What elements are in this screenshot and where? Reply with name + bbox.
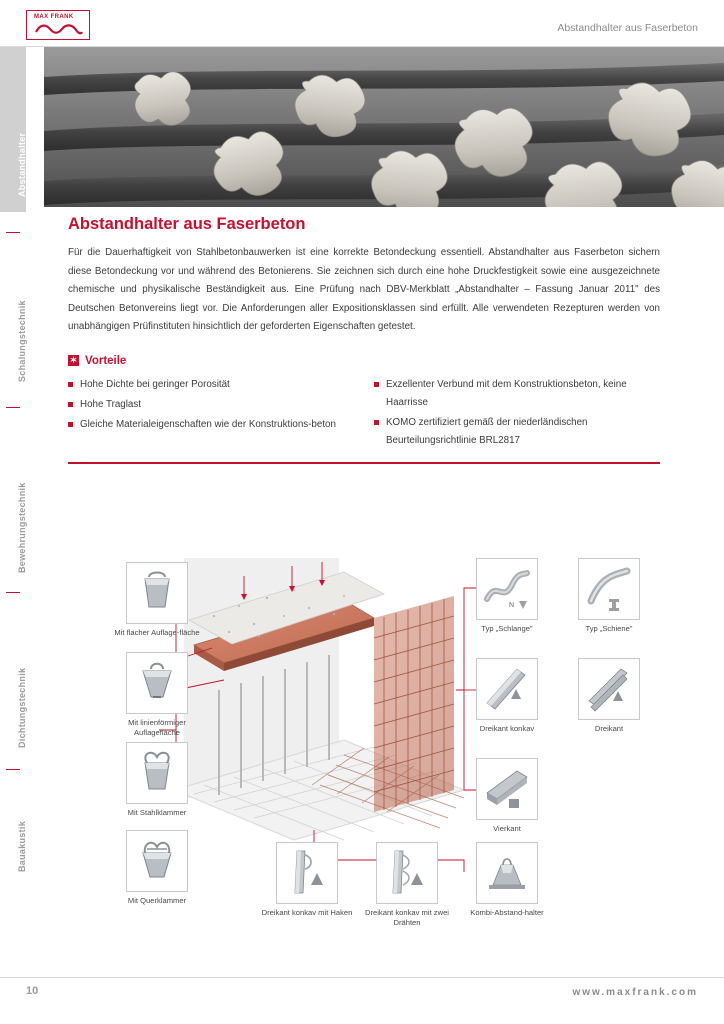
product-card[interactable] [126, 562, 188, 624]
spacer-vierkant-icon [477, 759, 537, 819]
list-item [374, 414, 660, 450]
product-card[interactable] [126, 652, 188, 714]
product-card[interactable] [476, 842, 538, 904]
product-label: Dreikant konkav [479, 724, 535, 733]
advantages-column-right [374, 376, 660, 452]
sidebar-item-schalungstechnik[interactable] [0, 237, 26, 397]
product-label: Mit Querklammer [127, 896, 187, 905]
spacer-steel-clip-icon [127, 743, 187, 803]
logo [26, 10, 90, 40]
sidebar-item-bewehrungstechnik[interactable] [0, 415, 26, 585]
page-header [0, 0, 724, 47]
sidebar-item-label: Schalungstechnik [17, 300, 27, 382]
spacer-linear-icon [127, 653, 187, 713]
logo-wave-icon [35, 23, 83, 36]
sidebar-item-abstandhalter[interactable] [0, 47, 26, 212]
product-overview-diagram [44, 540, 704, 940]
sidebar-item-label: Bewehrungstechnik [17, 482, 27, 573]
bullet-icon [68, 402, 73, 407]
sidebar-item-label: Bauakustik [17, 820, 27, 872]
product-label: Mit Stahlklammer [127, 808, 187, 817]
list-item [374, 376, 660, 412]
page-number: 10 [26, 985, 39, 997]
sidebar [0, 47, 26, 977]
product-card[interactable] [578, 558, 640, 620]
product-card[interactable] [578, 658, 640, 720]
spacer-dreikant-konkav-icon [477, 659, 537, 719]
product-label: Dreikant konkav mit Haken [261, 908, 353, 917]
product-label: Dreikant [594, 724, 624, 733]
product-label: Typ „Schiene" [585, 624, 633, 633]
main-content [68, 215, 660, 464]
product-card[interactable] [126, 830, 188, 892]
product-label: Kombi-Abstand-halter [470, 908, 544, 917]
hero-illustration [44, 47, 724, 207]
header-section-title: Abstandhalter aus Faserbeton [557, 22, 698, 34]
bullet-icon [68, 382, 73, 387]
bullet-icon [374, 382, 379, 387]
product-card[interactable] [476, 758, 538, 820]
spacer-schlange-icon [477, 559, 537, 619]
product-label: Mit flacher Auflage-fläche [114, 628, 200, 637]
sidebar-divider [6, 407, 20, 408]
spacer-kombi-icon [477, 843, 537, 903]
advantages-column-left [68, 376, 354, 452]
product-card[interactable] [276, 842, 338, 904]
star-icon: ✶ [69, 355, 78, 365]
svg-text:N: N [509, 602, 515, 609]
list-item-label: Hohe Traglast [80, 398, 141, 410]
sidebar-item-label: Abstandhalter [17, 132, 27, 197]
logo-text: MAX FRANK [34, 14, 74, 20]
list-item-label: Hohe Dichte bei geringer Porosität [80, 378, 230, 390]
sidebar-divider [6, 232, 20, 233]
spacer-schiene-icon [579, 559, 639, 619]
sidebar-item-dichtungstechnik[interactable] [0, 600, 26, 760]
bullet-icon [68, 422, 73, 427]
advantages-heading-label: Vorteile [85, 354, 127, 367]
list-item [68, 416, 354, 434]
advantages-columns [68, 376, 660, 452]
sidebar-item-bauakustik[interactable] [0, 777, 26, 887]
list-item-label: KOMO zertifiziert gemäß der niederländischen Beurteilungsrichtlinie BRL2817 [386, 416, 588, 446]
product-card[interactable] [476, 558, 538, 620]
hero-image [44, 47, 724, 207]
bullet-icon [374, 420, 379, 425]
list-item-label: Gleiche Materialeigenschaften wie der Konstruktions-beton [80, 418, 336, 430]
product-card[interactable] [126, 742, 188, 804]
spacer-flat-icon [127, 563, 187, 623]
spacer-dreikant-konkav-haken-icon [277, 843, 337, 903]
list-item [68, 396, 354, 414]
product-label: Mit linienförmiger Auflagefläche [128, 718, 186, 737]
spacer-cross-clip-icon [127, 831, 187, 891]
product-label: Typ „Schlange" [481, 624, 533, 633]
intro-paragraph: Für die Dauerhaftigkeit von Stahlbetonbauwerken ist eine korrekte Betondeckung essentiell. Abstandhalter aus Faserbeton sichern diese Betondeckung vor und während des Betonierens. Sie zeichnen sich durch eine hohe Druckfestigkeit sowie eine ausgezeichnete chemische und physikalische Beständigkeit aus. Eine Prüfung nach DBV-Merkblatt „Abstandhalter – Fassung Januar 2011" des Deutschen Betonvereins liegt vor. Die Anforderungen aller Expositionsklassen sind erfüllt. Alle verwendeten Rezepturen werden von unabhängigen Prüfinstituten hinsichtlich der geforderten Eigenschaften getestet. [68, 247, 660, 332]
product-label: Dreikant konkav mit zwei Drähten [365, 908, 449, 927]
product-card[interactable] [376, 842, 438, 904]
sidebar-item-label: Dichtungstechnik [17, 667, 27, 748]
spacer-dreikant-icon [579, 659, 639, 719]
product-card[interactable] [476, 658, 538, 720]
page-title: Abstandhalter aus Faserbeton [68, 215, 306, 233]
website-url[interactable]: www.maxfrank.com [572, 987, 698, 998]
sidebar-divider [6, 592, 20, 593]
list-item-label: Exzellenter Verbund mit dem Konstruktionsbeton, keine Haarrisse [386, 378, 627, 408]
list-item [68, 376, 354, 394]
section-divider [68, 462, 660, 464]
sidebar-divider [6, 769, 20, 770]
product-label: Vierkant [493, 824, 521, 833]
footer-divider [0, 977, 724, 978]
spacer-dreikant-konkav-zwei-draehten-icon [377, 843, 437, 903]
advantages-heading [68, 355, 660, 367]
